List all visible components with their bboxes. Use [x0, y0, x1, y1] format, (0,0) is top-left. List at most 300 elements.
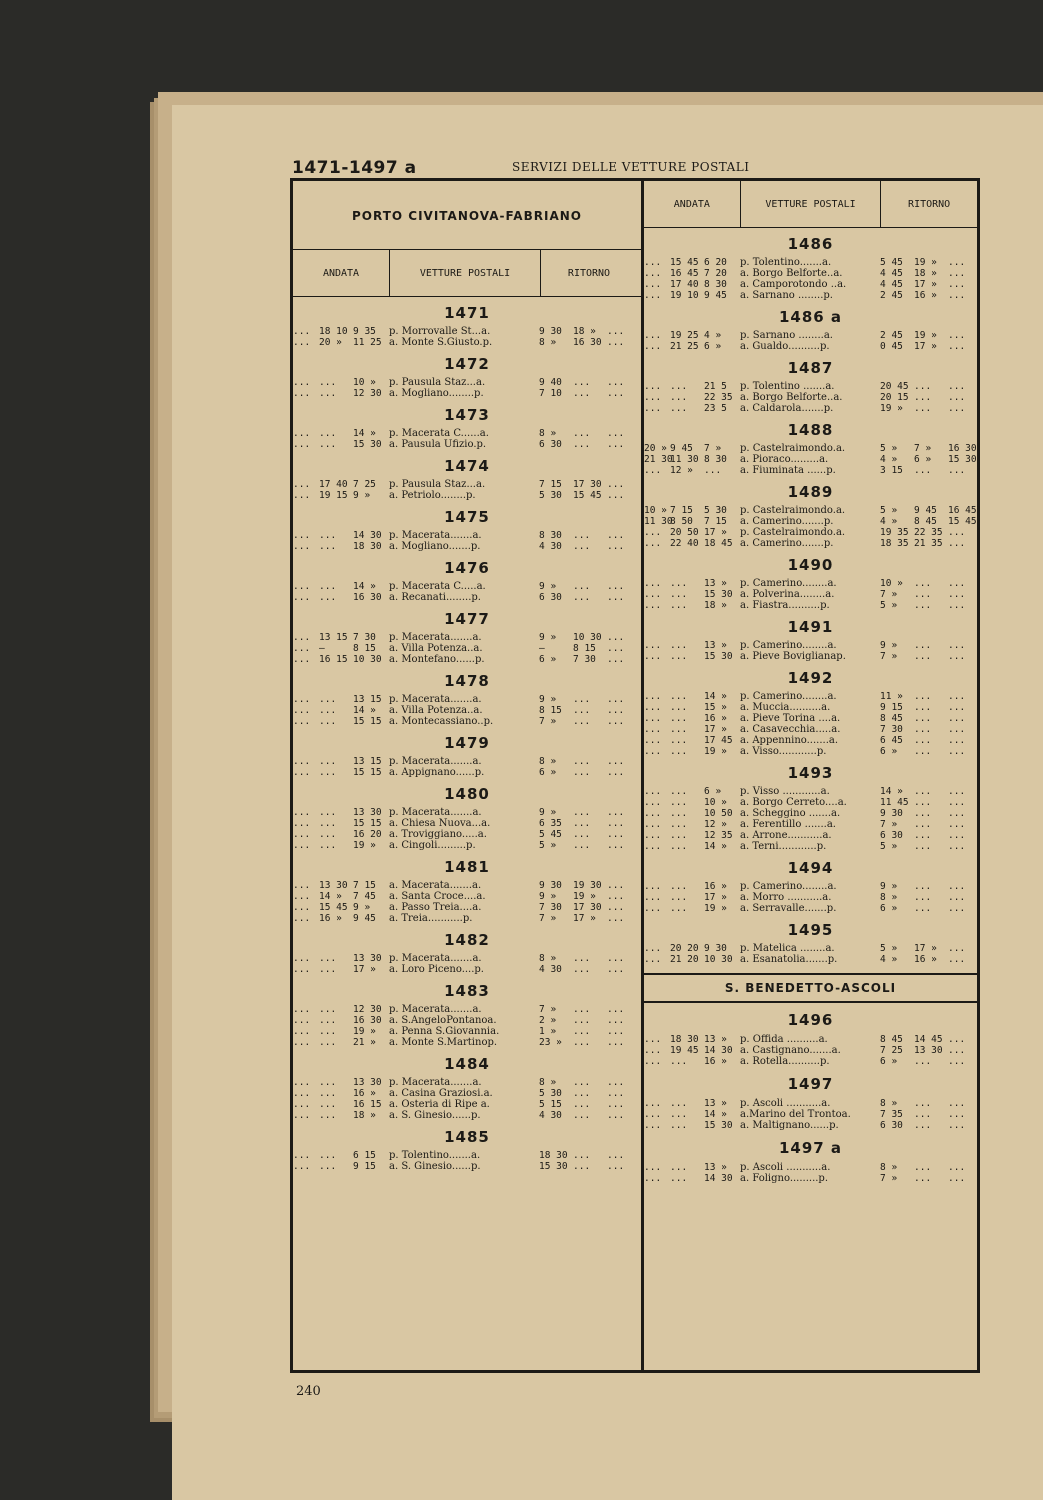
time-cell: 15 15 [353, 818, 382, 829]
station-name: p. Castelraimondo.a. [740, 527, 846, 538]
time-cell: ... [644, 381, 662, 392]
station-name: a. Treia...........p. [389, 913, 473, 924]
route-title-s-benedetto-ascoli: S. BENEDETTO-ASCOLI [644, 973, 977, 1003]
time-cell: 8 » [539, 428, 557, 439]
time-cell: ... [573, 1004, 591, 1015]
timetable-row [293, 880, 641, 891]
timetable-row [644, 724, 977, 735]
timetable-row [644, 943, 977, 954]
timetable-row [644, 1056, 977, 1067]
time-cell: ... [670, 1056, 688, 1067]
time-cell: 14 » [353, 428, 376, 439]
time-cell: ... [607, 829, 625, 840]
time-cell: ... [670, 640, 688, 651]
timetable-row [644, 1109, 977, 1120]
time-cell: ... [607, 541, 625, 552]
time-cell: ... [644, 392, 662, 403]
section-number: 1477 [444, 610, 490, 628]
time-cell: 4 » [704, 330, 722, 341]
time-cell: 7 » [880, 589, 898, 600]
time-cell: ... [319, 705, 337, 716]
time-cell: ... [573, 1088, 591, 1099]
station-name: p. Macerata.......a. [389, 1004, 482, 1015]
timetable-row [644, 268, 977, 279]
time-cell: ... [573, 953, 591, 964]
time-cell: 14 30 [704, 1045, 733, 1056]
timetable-row [644, 903, 977, 914]
time-cell: ... [670, 819, 688, 830]
timetable-section [644, 414, 977, 476]
time-cell: 12 30 [353, 388, 382, 399]
time-cell: 13 » [704, 578, 727, 589]
right-column [644, 181, 977, 1370]
ritorno-label: RITORNO [567, 267, 611, 279]
station-name: p. Macerata.......a. [389, 807, 482, 818]
timetable-row [644, 702, 977, 713]
timetable-row [644, 392, 977, 403]
time-cell: 5 » [880, 943, 898, 954]
time-cell: ... [293, 756, 311, 767]
time-cell: ... [948, 257, 966, 268]
timetable-row [293, 953, 641, 964]
time-cell: ... [293, 654, 311, 665]
time-cell: 7 » [880, 819, 898, 830]
time-cell: 8 30 [704, 279, 727, 290]
time-cell: 12 » [704, 819, 727, 830]
time-cell: 9 » [880, 640, 898, 651]
time-cell: ... [948, 381, 966, 392]
timetable-row [293, 716, 641, 727]
time-cell: ... [573, 530, 591, 541]
time-cell: ... [573, 1110, 591, 1121]
time-cell: ... [644, 279, 662, 290]
time-cell: 5 » [880, 443, 898, 454]
time-cell: ... [644, 954, 662, 965]
andata-label-right: ANDATA [673, 198, 710, 210]
station-name: a. Santa Croce....a. [389, 891, 486, 902]
timetable-section [644, 611, 977, 662]
timetable-frame [290, 178, 980, 1373]
time-cell: ... [319, 767, 337, 778]
time-cell: ... [948, 290, 966, 301]
time-cell: ... [914, 819, 932, 830]
time-cell: 6 » [704, 786, 722, 797]
time-cell: 20 20 [670, 943, 699, 954]
time-cell: ... [319, 541, 337, 552]
station-name: p. Pausula Staz...a. [389, 479, 486, 490]
time-cell: 15 45 [573, 490, 602, 501]
time-cell: ... [644, 1098, 662, 1109]
time-cell: ... [644, 713, 662, 724]
timetable-row [644, 257, 977, 268]
time-cell: ... [293, 388, 311, 399]
station-name: p. Tolentino.......a. [389, 1150, 481, 1161]
time-cell: 5 30 [539, 1088, 562, 1099]
time-cell: 19 30 [573, 880, 602, 891]
time-cell: ... [607, 1004, 625, 1015]
time-cell: 4 » [880, 954, 898, 965]
time-cell: 14 » [319, 891, 342, 902]
timetable-section [644, 1067, 977, 1131]
time-cell: ... [914, 797, 932, 808]
section-number: 1493 [787, 764, 834, 782]
timetable-row [293, 337, 641, 348]
page-header [292, 158, 1027, 178]
time-cell: ... [573, 1150, 591, 1161]
time-cell: 9 » [539, 891, 557, 902]
time-cell: ... [607, 530, 625, 541]
timetable-row [644, 578, 977, 589]
time-cell: 11 30 [670, 454, 699, 465]
time-cell: ... [914, 403, 932, 414]
timetable-row [644, 691, 977, 702]
timetable-row [644, 1098, 977, 1109]
timetable-row [644, 443, 977, 454]
time-cell: 9 45 [914, 505, 937, 516]
timetable-row [293, 1088, 641, 1099]
time-cell: 16 30 [948, 443, 977, 454]
time-cell: ... [607, 1161, 625, 1172]
station-name: a. Passo Treia....a. [389, 902, 482, 913]
timetable-row [644, 746, 977, 757]
time-cell: ... [644, 1045, 662, 1056]
time-cell: 11 30 [644, 516, 673, 527]
time-cell: ... [573, 767, 591, 778]
timetable-row [644, 808, 977, 819]
timetable-row [293, 377, 641, 388]
timetable-row [644, 290, 977, 301]
time-cell: ... [573, 840, 591, 851]
station-name: a. Scheggino .......a. [740, 808, 841, 819]
time-cell: ... [319, 964, 337, 975]
time-cell: 16 30 [573, 337, 602, 348]
time-cell: 19 » [573, 891, 596, 902]
station-name: a. Muccia..........a. [740, 702, 831, 713]
station-name: p. Castelraimondo.a. [740, 505, 846, 516]
time-cell: ... [319, 439, 337, 450]
station-name: a. Camporotondo ..a. [740, 279, 847, 290]
time-cell: ... [948, 1045, 966, 1056]
section-number: 1486 a [778, 308, 843, 326]
time-cell: ... [914, 841, 932, 852]
time-cell: ... [644, 589, 662, 600]
timetable-row [644, 341, 977, 352]
timetable-section [644, 228, 977, 301]
time-cell: ... [293, 953, 311, 964]
time-cell: 6 30 [539, 592, 562, 603]
time-cell: ... [573, 964, 591, 975]
station-name: a. Monte S.Giusto.p. [389, 337, 493, 348]
time-cell: 11 45 [880, 797, 909, 808]
right-column-header [644, 181, 977, 228]
time-cell: 17 » [914, 341, 937, 352]
time-cell: 17 40 [670, 279, 699, 290]
time-cell: 9 » [539, 807, 557, 818]
time-cell: ... [293, 880, 311, 891]
timetable-section [293, 727, 641, 778]
time-cell: ... [644, 841, 662, 852]
time-cell: 8 15 [573, 643, 596, 654]
time-cell: ... [293, 1037, 311, 1048]
section-number: 1482 [444, 931, 490, 949]
time-cell: 4 30 [539, 541, 562, 552]
time-cell: ... [607, 716, 625, 727]
timetable-row [293, 891, 641, 902]
timetable-row [293, 913, 641, 924]
timetable-row [293, 1077, 641, 1088]
time-cell: 12 » [670, 465, 693, 476]
time-cell: 10 » [353, 377, 376, 388]
time-cell: ... [670, 797, 688, 808]
time-cell: 9 40 [539, 377, 562, 388]
time-cell: ... [948, 1162, 966, 1173]
time-cell: 15 30 [704, 1120, 733, 1131]
section-number: 1496 [787, 1011, 834, 1029]
time-cell: ... [670, 392, 688, 403]
timetable-section [293, 399, 641, 450]
time-cell: 17 40 [319, 479, 348, 490]
timetable-row [293, 694, 641, 705]
time-cell: ... [644, 538, 662, 549]
station-name: a. Pieve Torina ....a. [740, 713, 841, 724]
station-name: a. Foligno.........p. [740, 1173, 829, 1184]
time-cell: 16 » [704, 881, 727, 892]
time-cell: 18 » [704, 600, 727, 611]
station-name: a. Polverina........a. [740, 589, 835, 600]
timetable-row [293, 326, 641, 337]
time-cell: ... [948, 589, 966, 600]
time-cell: ... [607, 643, 625, 654]
time-cell: ... [644, 702, 662, 713]
time-cell: ... [607, 1026, 625, 1037]
time-cell: ... [670, 578, 688, 589]
time-cell: ... [293, 581, 311, 592]
time-cell: ... [670, 651, 688, 662]
time-cell: ... [948, 640, 966, 651]
timetable-row [293, 807, 641, 818]
time-cell: ... [670, 746, 688, 757]
timetable-row [293, 840, 641, 851]
time-cell: 2 » [539, 1015, 557, 1026]
time-cell: ... [914, 465, 932, 476]
time-cell: ... [914, 381, 932, 392]
timetable-section [644, 352, 977, 414]
time-cell: 5 30 [539, 490, 562, 501]
time-cell: 18 » [914, 268, 937, 279]
time-cell: 14 30 [353, 530, 382, 541]
time-cell: 10 30 [573, 632, 602, 643]
time-cell: ... [670, 1162, 688, 1173]
timetable-row [293, 1150, 641, 1161]
time-cell: 9 30 [539, 880, 562, 891]
time-cell: 4 » [880, 454, 898, 465]
time-cell: ... [948, 1109, 966, 1120]
time-cell: 7 15 [704, 516, 727, 527]
time-cell: ... [948, 954, 966, 965]
time-cell: ... [670, 403, 688, 414]
station-name: a. Macerata.......a. [389, 880, 482, 891]
station-name: a. Chiesa Nuova...a. [389, 818, 491, 829]
time-cell: 17 30 [573, 479, 602, 490]
time-cell: ... [293, 705, 311, 716]
station-name: a. Camerino.......p. [740, 538, 834, 549]
time-cell: — [539, 643, 545, 654]
time-cell: 22 40 [670, 538, 699, 549]
time-cell: 21 35 [914, 538, 943, 549]
time-cell: ... [607, 592, 625, 603]
station-name: p. Morrovalle St...a. [389, 326, 491, 337]
time-cell: ... [644, 290, 662, 301]
time-cell: ... [670, 702, 688, 713]
time-cell: ... [948, 881, 966, 892]
time-cell: ... [607, 902, 625, 913]
time-cell: ... [607, 756, 625, 767]
left-column [293, 181, 644, 1370]
time-cell: ... [319, 592, 337, 603]
time-cell: ... [293, 337, 311, 348]
time-cell: ... [607, 1015, 625, 1026]
page-number: 240 [296, 1384, 321, 1399]
time-cell: ... [573, 756, 591, 767]
station-name: p. Castelraimondo.a. [740, 443, 846, 454]
station-name: a. S. Ginesio......p. [389, 1110, 481, 1121]
time-cell: ... [914, 1120, 932, 1131]
time-cell: ... [607, 388, 625, 399]
time-cell: ... [644, 651, 662, 662]
time-cell: ... [607, 767, 625, 778]
time-cell: ... [607, 840, 625, 851]
time-cell: ... [948, 819, 966, 830]
station-name: a. Maltignano......p. [740, 1120, 839, 1131]
timetable-row [644, 786, 977, 797]
time-cell: ... [914, 1173, 932, 1184]
time-cell: 16 30 [353, 592, 382, 603]
time-cell: ... [319, 953, 337, 964]
time-cell: ... [293, 716, 311, 727]
station-name: a. Borgo Belforte..a. [740, 268, 843, 279]
station-name: a. Penna S.Giovannia. [389, 1026, 500, 1037]
timetable-section [293, 778, 641, 851]
time-cell: 19 » [704, 903, 727, 914]
time-cell: ... [914, 1162, 932, 1173]
time-cell: ... [293, 541, 311, 552]
time-cell: ... [670, 881, 688, 892]
timetable-row [644, 279, 977, 290]
time-cell: 13 30 [353, 807, 382, 818]
time-cell: 7 15 [539, 479, 562, 490]
time-cell: ... [319, 1099, 337, 1110]
time-cell: ... [293, 807, 311, 818]
time-cell: 10 30 [704, 954, 733, 965]
station-name: a. Rotella..........p. [740, 1056, 830, 1067]
timetable-row [644, 454, 977, 465]
time-cell: — [319, 643, 325, 654]
time-cell: ... [644, 1109, 662, 1120]
time-cell: ... [607, 1150, 625, 1161]
timetable-row [293, 902, 641, 913]
station-name: p. Matelica ........a. [740, 943, 835, 954]
time-cell: ... [293, 1088, 311, 1099]
time-cell: 16 » [704, 713, 727, 724]
time-cell: ... [293, 767, 311, 778]
time-cell: ... [670, 713, 688, 724]
time-cell: 8 15 [539, 705, 562, 716]
section-number: 1488 [787, 421, 834, 439]
time-cell: 13 30 [353, 1077, 382, 1088]
station-name: p. Camerino........a. [740, 691, 837, 702]
time-cell: 2 45 [880, 330, 903, 341]
time-cell: ... [573, 1099, 591, 1110]
time-cell: ... [607, 953, 625, 964]
time-cell: 8 » [539, 756, 557, 767]
time-cell: ... [573, 1026, 591, 1037]
time-cell: 15 30 [539, 1161, 568, 1172]
time-cell: 17 » [914, 943, 937, 954]
time-cell: ... [293, 643, 311, 654]
time-cell: ... [948, 341, 966, 352]
time-cell: ... [948, 651, 966, 662]
time-cell: ... [914, 640, 932, 651]
station-name: a. Montecassiano..p. [389, 716, 494, 727]
time-cell: ... [948, 1098, 966, 1109]
timetable-section [293, 1121, 641, 1172]
time-cell: ... [948, 702, 966, 713]
time-cell: 19 » [880, 403, 903, 414]
time-cell: ... [948, 746, 966, 757]
time-cell: 21 25 [670, 341, 699, 352]
time-cell: ... [319, 1077, 337, 1088]
time-cell: ... [670, 841, 688, 852]
time-cell: ... [607, 1099, 625, 1110]
time-cell: ... [914, 724, 932, 735]
time-cell: ... [914, 786, 932, 797]
time-cell: ... [948, 527, 966, 538]
station-name: p. Sarnano ........a. [740, 330, 833, 341]
time-cell: ... [607, 705, 625, 716]
time-cell: 9 30 [539, 326, 562, 337]
time-cell: 16 » [704, 1056, 727, 1067]
time-cell: ... [293, 592, 311, 603]
time-cell: 16 15 [353, 1099, 382, 1110]
timetable-row [293, 1037, 641, 1048]
timetable-section [644, 852, 977, 914]
time-cell: ... [948, 578, 966, 589]
time-cell: 7 25 [880, 1045, 903, 1056]
time-cell: ... [319, 1015, 337, 1026]
time-cell: ... [948, 1120, 966, 1131]
time-cell: ... [644, 527, 662, 538]
time-cell: ... [319, 1110, 337, 1121]
station-name: a. Borgo Cerreto....a. [740, 797, 847, 808]
time-cell: 7 35 [880, 1109, 903, 1120]
time-cell: 18 » [353, 1110, 376, 1121]
time-cell: 8 30 [539, 530, 562, 541]
timetable-row [644, 841, 977, 852]
time-cell: 13 » [704, 1034, 727, 1045]
time-cell: 5 » [880, 600, 898, 611]
section-number: 1490 [787, 556, 834, 574]
time-cell: 13 30 [914, 1045, 943, 1056]
station-name: p. Camerino........a. [740, 578, 837, 589]
time-cell: 19 10 [670, 290, 699, 301]
time-cell: ... [293, 1099, 311, 1110]
time-cell: ... [914, 735, 932, 746]
time-cell: 22 35 [704, 392, 733, 403]
time-cell: 16 45 [670, 268, 699, 279]
time-cell: 9 15 [880, 702, 903, 713]
timetable-row [644, 403, 977, 414]
time-cell: 8 50 [670, 516, 693, 527]
